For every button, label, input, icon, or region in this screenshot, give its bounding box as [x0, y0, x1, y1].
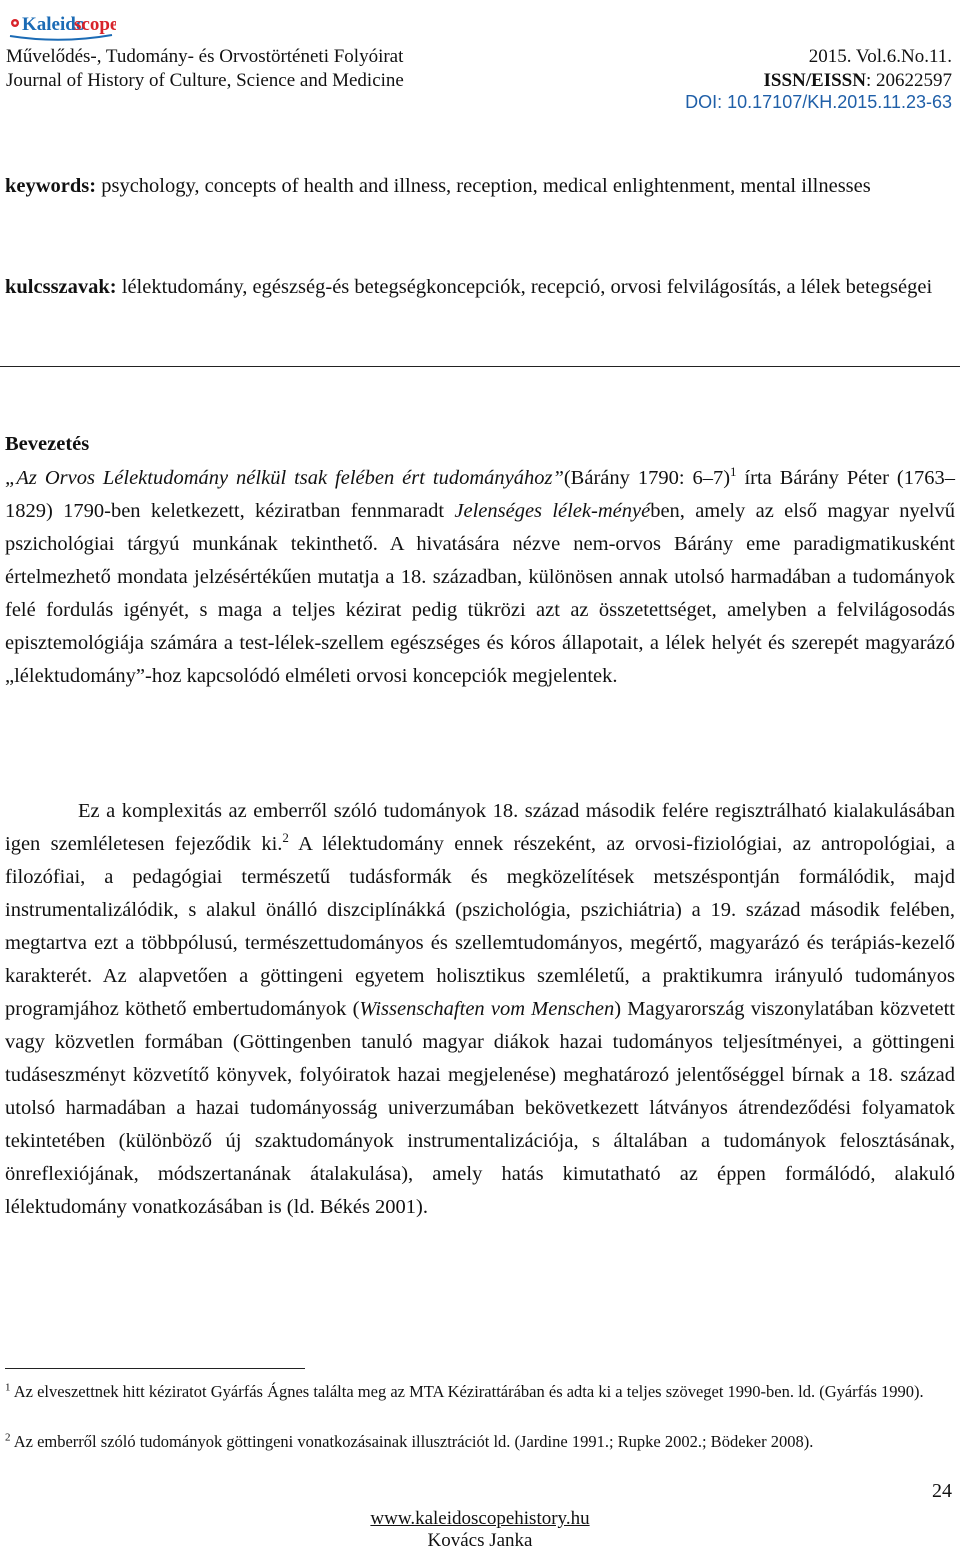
kulcsszavak-label: kulcsszavak:	[5, 276, 117, 298]
italic-term: Wissenschaften vom Menschen	[359, 998, 615, 1020]
paragraph-1-text-a: írta Bárány Péter (1763–1829) 1790-ben keletkezett, kéziratban fennmaradt	[5, 467, 955, 522]
paragraph-1	[5, 462, 955, 693]
epigraph-citation: (Bárány 1790: 6–7)	[563, 467, 731, 489]
logo-text-scope: scope	[74, 14, 116, 35]
paragraph-2-text-a: Ez a komplexitás az emberről szóló tudományok 18. század második felére regisztrálható kialakulásában igen szemléletesen fejeződik ki.	[5, 800, 955, 855]
epigraph-quote: „Az Orvos Lélektudomány nélkül tsak felében ért tudományához”	[5, 467, 564, 489]
paragraph-2	[5, 795, 955, 1224]
footnote-2-text: Az emberről szóló tudományok göttingeni vonatkozásainak illusztrációt ld. (Jardine 1991.; Rupke 2002.; Bödeker 2008).	[10, 1432, 814, 1451]
paragraph-1-text-b: ben, amely az első magyar nyelvű pszichológiai tárgyú munkának tekinthető. A hivatására nézve nem-orvos Bárány eme paradigmatikusként értelmezhető mondata jelzésértékűen mutatja a 18. században, különösen annak utolsó harmadában a tudományok felé fordulás igényét, s maga a teljes kézirat pedig tükrözi azt az összetettséget, amelyben a felvilágosodás episztemológiája számára a test-lélek-szellem egészséges és kóros állapotait, a lélek helyét és szerepét magyarázó „lélektudomány”-hoz kapcsolódó elméleti orvosi koncepciók megjelentek.	[5, 500, 955, 687]
author-name: Kovács Janka	[427, 1530, 533, 1551]
footnote-1	[5, 1380, 955, 1404]
issn-info	[764, 70, 952, 92]
doi-label: DOI:	[685, 92, 723, 112]
footnote-1-number: 1	[5, 1381, 11, 1394]
page-number: 24	[932, 1480, 952, 1502]
section-divider	[0, 366, 960, 367]
footnote-1-text: Az elveszettnek hitt kéziratot Gyárfás Ágnes találta meg az MTA Kézirattárában és adta ki a teljes szöveget 1990-ben. ld. (Gyárfás 1990).	[10, 1382, 924, 1401]
footnote-2	[5, 1430, 955, 1454]
keywords-english	[5, 170, 955, 203]
journal-title-en: Journal of History of Culture, Science and Medicine	[6, 70, 404, 91]
keywords-hungarian	[5, 271, 955, 304]
footnote-2-number: 2	[5, 1431, 11, 1444]
website-link[interactable]: www.kaleidoscopehistory.hu	[370, 1508, 590, 1529]
footnote-ref-2[interactable]: 2	[282, 830, 289, 846]
work-title: Jelenséges lélek-ményé	[454, 500, 651, 522]
paragraph-2-text-b: A lélektudomány ennek részeként, az orvosi-fiziológiai, az antropológiai, a filozófiai, a pedagógiai természetű tudásformák és megközelítések metszéspontján formálódik, majd instrumentalizálódik, s alakul önálló diszciplínákká (pszichológia, pszichiátria) a 19. század második felében, megtartva ezt a többpólusú, természettudományos és szellemtudományos, megértő, magyarázó és terápiás-kezelő karakterét. Az alapvetően a göttingeni egyetem holisztikus szemléletű, a praktikumra irányuló tudományos programjához köthető embertudományok (	[5, 833, 955, 1020]
journal-title-hu: Művelődés-, Tudomány- és Orvostörténeti Folyóirat	[6, 46, 404, 67]
footnote-divider	[5, 1368, 305, 1369]
logo-text-kaleido: Kaleido	[22, 14, 86, 35]
keywords-text: psychology, concepts of health and illness, reception, medical enlightenment, mental illnesses	[96, 175, 871, 197]
doi-link[interactable]	[685, 92, 952, 113]
keywords-label: keywords:	[5, 175, 97, 197]
issn-value: : 20622597	[865, 70, 952, 91]
issue-info: 2015. Vol.6.No.11.	[808, 46, 952, 67]
paragraph-2-text-c: ) Magyarország viszonylatában közvetett vagy közvetlen formában (Göttingenben tanuló magyar diákok hazai tudományos teljesítményei, a göttingeni tudáseszményt közvetítő könyvek, folyóiratok hazai megjelenése) meghatározó jelentőséggel bírnak a 18. század utolsó harmadában a hazai tudományosság univerzumában bekövetkezett látványos átrendeződési folyamatok tekintetében (különböző új szaktudományok instrumentalizációja, s általában a tudományok felosztásának, önreflexiójának, módszertanának átalakulása), amely hatás kimutatható az éppen formálódó, alakuló lélektudomány vonatkozásában is (ld. Békés 2001).	[5, 998, 955, 1218]
kulcsszavak-text: lélektudomány, egészség-és betegségkoncepciók, recepció, orvosi felvilágosítás, a lélek betegségei	[116, 276, 933, 298]
footnote-ref-1[interactable]: 1	[730, 464, 737, 480]
section-title: Bevezetés	[5, 433, 90, 455]
issn-label: ISSN/EISSN	[763, 70, 866, 91]
journal-logo	[6, 6, 116, 46]
doi-value: 10.17107/KH.2015.11.23-63	[722, 92, 952, 112]
